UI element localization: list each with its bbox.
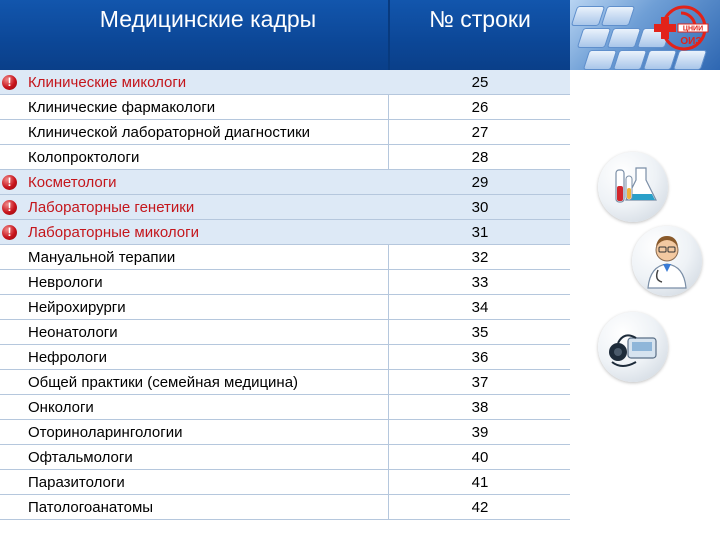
staff-category-name: Паразитологи <box>28 474 125 491</box>
staff-category-name: Патологоанатомы <box>28 499 154 516</box>
row-number: 25 <box>471 74 489 91</box>
table-row <box>0 195 570 220</box>
table-row <box>0 445 570 470</box>
table-row <box>0 395 570 420</box>
table-row <box>0 120 570 145</box>
table-row <box>0 70 570 95</box>
row-number: 30 <box>471 199 489 216</box>
alert-icon <box>2 200 17 215</box>
row-number: 42 <box>471 499 489 516</box>
staff-category-name: Клинические микологи <box>28 74 187 91</box>
table-row <box>0 220 570 245</box>
medical-staff-table <box>0 70 570 520</box>
staff-category-name: Оториноларингологии <box>28 424 183 441</box>
organization-logo <box>648 4 714 56</box>
staff-category-name: Мануальной терапии <box>28 249 176 266</box>
table-row <box>0 170 570 195</box>
row-number: 34 <box>471 299 489 316</box>
row-number: 32 <box>471 249 489 266</box>
row-number: 27 <box>471 124 489 141</box>
staff-category-name: Онкологи <box>28 399 94 416</box>
table-row <box>0 270 570 295</box>
table-row <box>0 320 570 345</box>
table-row <box>0 345 570 370</box>
table-row <box>0 370 570 395</box>
table-row <box>0 145 570 170</box>
staff-category-name: Неонатологи <box>28 324 118 341</box>
staff-category-name: Лабораторные микологи <box>28 224 199 241</box>
alert-icon <box>2 175 17 190</box>
row-number: 40 <box>471 449 489 466</box>
row-number: 37 <box>471 374 489 391</box>
alert-icon <box>2 75 17 90</box>
row-number: 29 <box>471 174 489 191</box>
table-row <box>0 95 570 120</box>
staff-category-name: Нейрохирурги <box>28 299 126 316</box>
column-header-medical-staff: Медицинские кадры <box>99 6 317 32</box>
row-number: 28 <box>471 149 489 166</box>
row-number: 39 <box>471 424 489 441</box>
row-number: 33 <box>471 274 489 291</box>
staff-category-name: Общей практики (семейная медицина) <box>28 374 299 391</box>
logo-text-bottom: ОИЗ <box>680 36 702 47</box>
row-number: 38 <box>471 399 489 416</box>
row-number: 36 <box>471 349 489 366</box>
doctor-icon <box>632 226 702 296</box>
staff-category-name: Клинической лабораторной диагностики <box>28 124 311 141</box>
table-row <box>0 245 570 270</box>
column-header-row-number: № строки <box>429 6 531 32</box>
alert-icon <box>2 225 17 240</box>
staff-category-name: Колопроктологи <box>28 149 140 166</box>
staff-category-name: Нефрологи <box>28 349 107 366</box>
staff-category-name: Лабораторные генетики <box>28 199 195 216</box>
staff-category-name: Офтальмологи <box>28 449 133 466</box>
blood-pressure-monitor-icon <box>598 312 668 382</box>
row-number: 26 <box>471 99 489 116</box>
staff-category-name: Неврологи <box>28 274 103 291</box>
table-row <box>0 495 570 520</box>
table-row <box>0 470 570 495</box>
logo-text-top: ЦНИИ <box>682 25 704 33</box>
table-row <box>0 420 570 445</box>
staff-category-name: Клинические фармакологи <box>28 99 216 116</box>
lab-flasks-icon <box>598 152 668 222</box>
table-row <box>0 295 570 320</box>
staff-category-name: Косметологи <box>28 174 117 191</box>
row-number: 35 <box>471 324 489 341</box>
row-number: 31 <box>471 224 489 241</box>
row-number: 41 <box>471 474 489 491</box>
